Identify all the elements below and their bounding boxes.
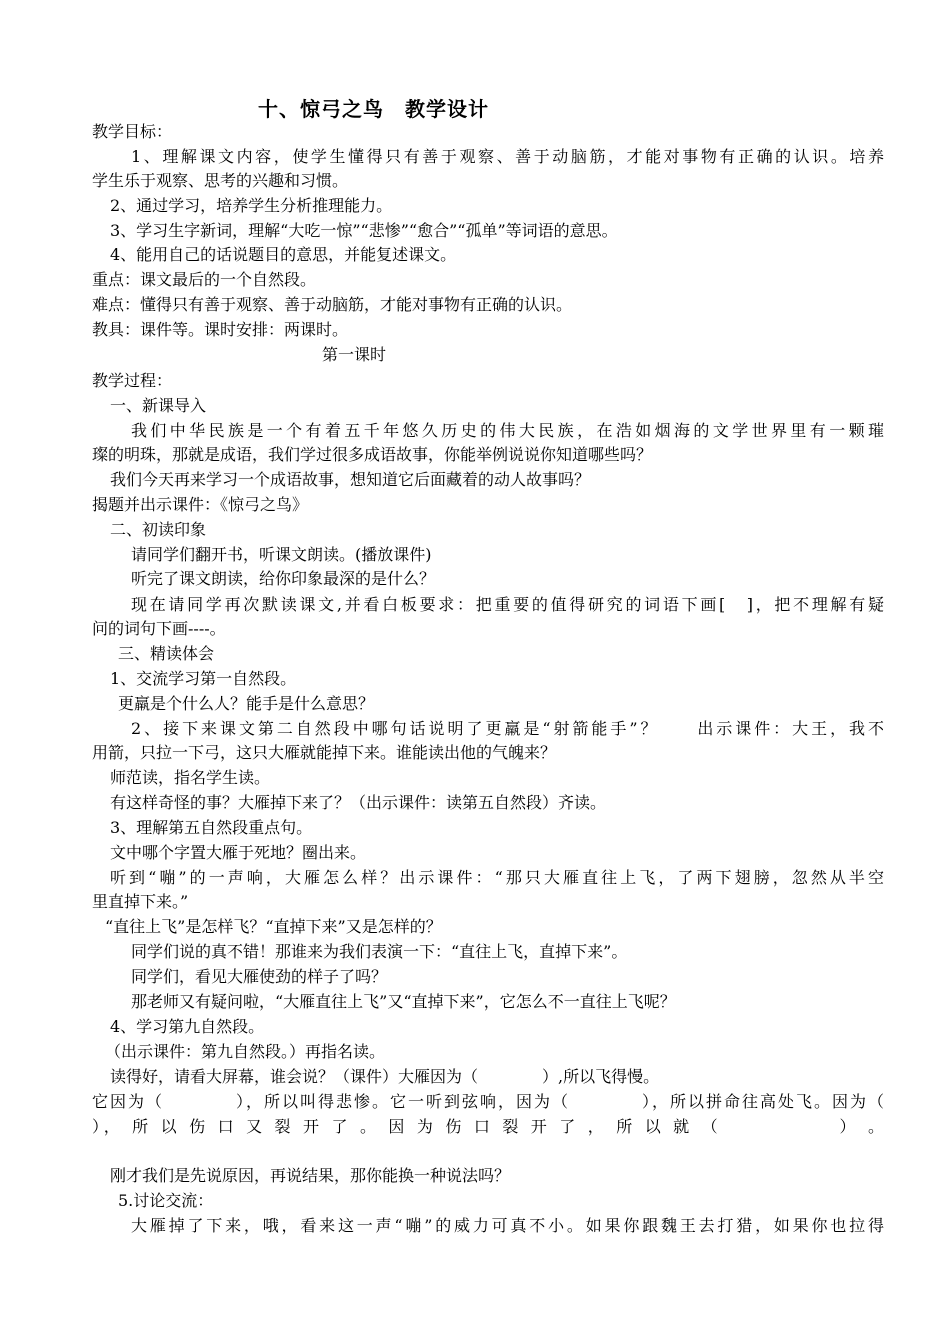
text-line: 听到“嘣”的一声响，大雁怎么样？出示课件：“那只大雁直往上飞，了两下翅膀，忽然从半空 xyxy=(110,868,884,887)
text-line: 3、学习生字新词，理解“大吃一惊”“悲惨”“愈合”“孤单”等词语的意思。 xyxy=(110,221,618,240)
text-line: 刚才我们是先说原因，再说结果，那你能换一种说法吗？ xyxy=(110,1166,511,1185)
text-line: 我们中华民族是一个有着五千年悠久历史的伟大民族，在浩如烟海的文学世界里有一颗璀 xyxy=(131,421,884,440)
text-line: 璨的明珠，那就是成语，我们学过很多成语故事，你能举例说说你知道哪些吗？ xyxy=(92,445,653,464)
text-line: 问的词句下画----。 xyxy=(92,619,226,638)
section-heading: 第一课时 xyxy=(322,345,387,364)
text-line: 难点：懂得只有善于观察、善于动脑筋，才能对事物有正确的认识。 xyxy=(92,295,573,314)
text-line: 有这样奇怪的事？大雁掉下来了？（出示课件：读第五自然段）齐读。 xyxy=(110,793,607,812)
text-line: 我们今天再来学习一个成语故事，想知道它后面藏着的动人故事吗？ xyxy=(110,470,591,489)
text-line: 一、新课导入 xyxy=(110,396,207,415)
text-line: ）， 所 以 伤 口 又 裂 开 了 。 因 为 伤 口 裂 开 了 ， 所 以 就 （ ） 。 xyxy=(92,1117,884,1136)
text-line: 1、交流学习第一自然段。 xyxy=(110,669,297,688)
text-line: 重点：课文最后的一个自然段。 xyxy=(92,270,317,289)
text-line: 二、初读印象 xyxy=(110,520,207,539)
text-line: 听完了课文朗读，给你印象最深的是什么？ xyxy=(131,569,436,588)
text-line: 教具：课件等。课时安排：两课时。 xyxy=(92,320,349,339)
text-line: 教学目标： xyxy=(92,122,173,141)
text-line: 4、学习第九自然段。 xyxy=(110,1017,265,1036)
text-line: 同学们，看见大雁使劲的样子了吗？ xyxy=(131,967,388,986)
text-line: 三、精读体会 xyxy=(118,644,215,663)
text-line: 学生乐于观察、思考的兴趣和习惯。 xyxy=(92,171,349,190)
text-line: 4、能用自己的话说题目的意思，并能复述课文。 xyxy=(110,245,457,264)
text-line: 1、理解课文内容，使学生懂得只有善于观察、善于动脑筋，才能对事物有正确的认识。培养 xyxy=(131,147,884,166)
text-line: 5.讨论交流： xyxy=(118,1191,214,1210)
text-line: 大雁掉了下来，哦，看来这一声“嘣”的威力可真不小。如果你跟魏王去打猎，如果你也拉得 xyxy=(131,1216,884,1235)
text-line: 现在请同学再次默读课文,并看白板要求：把重要的值得研究的词语下画[ ]，把不理解有疑 xyxy=(131,595,884,614)
text-line: 3、理解第五自然段重点句。 xyxy=(110,818,313,837)
text-line: 揭题并出示课件：《惊弓之鸟》 xyxy=(92,495,309,514)
text-line: 教学过程： xyxy=(92,371,173,390)
text-line: “直往上飞”是怎样飞？“直掉下来”又是怎样的？ xyxy=(105,917,442,936)
text-line: 请同学们翻开书，听课文朗读。(播放课件) xyxy=(131,545,432,564)
text-line: 2、接下来课文第二自然段中哪句话说明了更羸是“射箭能手”？ 出示课件：大王，我不 xyxy=(131,719,884,738)
text-line: 2、通过学习，培养学生分析推理能力。 xyxy=(110,196,393,215)
text-line: 它因为（ ），所以叫得悲惨。它一听到弦响，因为（ ），所以拼命往高处飞。因为（ xyxy=(92,1092,884,1111)
document-title: 十、惊弓之鸟 教学设计 xyxy=(258,97,489,121)
text-line: 读得好，请看大屏幕，谁会说？（课件）大雁因为（ ）,所以飞得慢。 xyxy=(110,1067,660,1086)
text-line: 同学们说的真不错！那谁来为我们表演一下：“直往上飞，直掉下来”。 xyxy=(131,942,628,961)
text-line: 里直掉下来。” xyxy=(92,892,189,911)
text-line: 文中哪个字置大雁于死地？圈出来。 xyxy=(110,843,367,862)
text-line: 更羸是个什么人？能手是什么意思？ xyxy=(118,694,375,713)
text-line: 师范读，指名学生读。 xyxy=(110,768,271,787)
text-line: （出示课件：第九自然段。）再指名读。 xyxy=(105,1042,386,1061)
text-line: 那老师又有疑问啦，“大雁直往上飞”又“直掉下来”，它怎么不一直往上飞呢？ xyxy=(131,992,676,1011)
text-line: 用箭，只拉一下弓，这只大雁就能掉下来。谁能读出他的气魄来？ xyxy=(92,743,557,762)
